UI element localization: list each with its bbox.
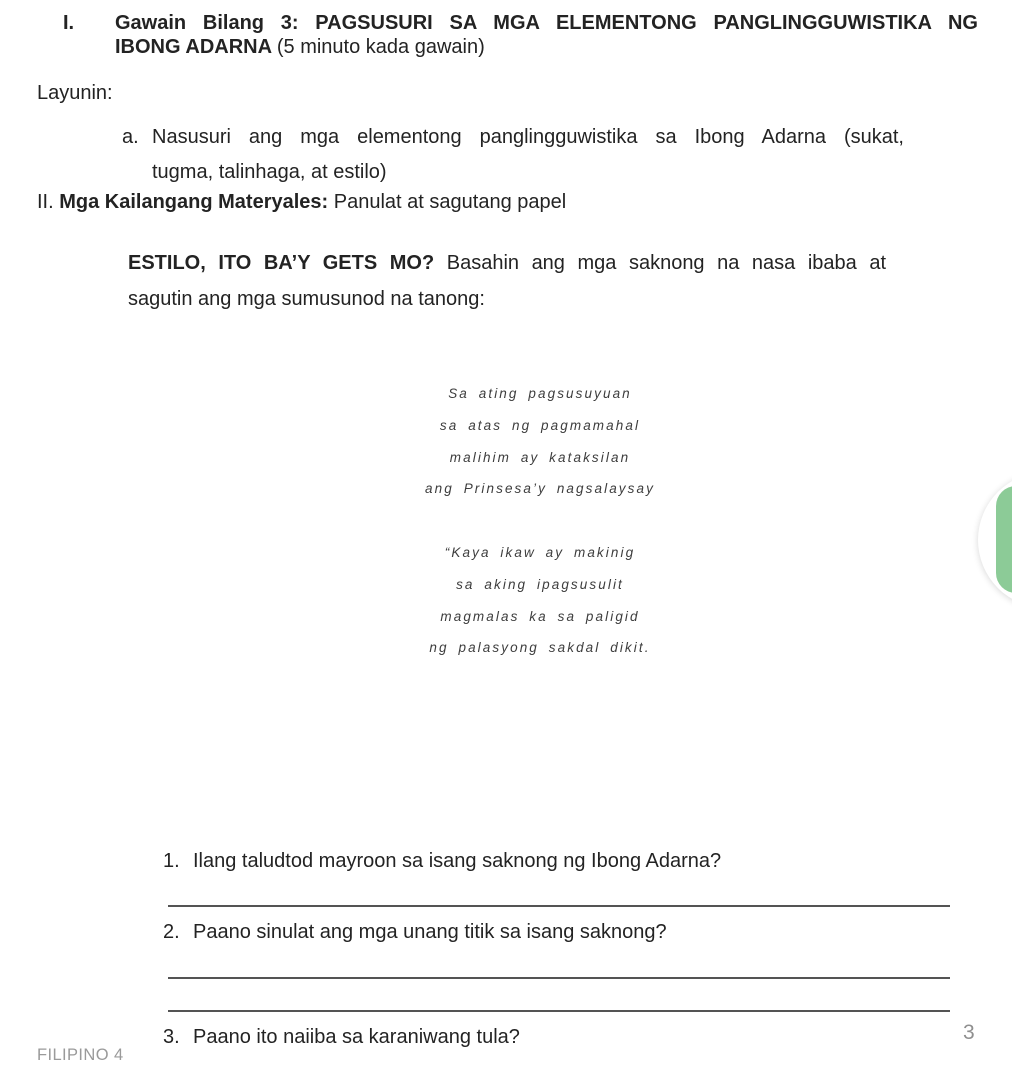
section-1-heading [63, 11, 978, 59]
answer-line [168, 977, 950, 979]
poem-line: ng palasyong sakdal dikit. [429, 640, 651, 656]
answer-line [168, 905, 950, 907]
footer-label: FILIPINO 4 [37, 1046, 124, 1064]
poem-line: Sa ating pagsusuyuan [448, 386, 632, 401]
question-2-number: 2. [163, 921, 180, 943]
section-1-title-line2-normal: (5 minuto kada gawain) [276, 36, 485, 58]
page-number: 3 [963, 1021, 975, 1044]
poem-line: ang Prinsesa’y nagsalaysay [425, 481, 655, 497]
section-2-materials [37, 190, 566, 214]
floating-side-handle-button[interactable] [996, 486, 1012, 593]
question-3 [163, 1025, 520, 1049]
question-1-text: Ilang taludtod mayroon sa isang saknong ng Ibong Adarna? [193, 850, 722, 872]
poem-line: magmalas ka sa paligid [440, 608, 640, 624]
question-2-text: Paano sinulat ang mga unang titik sa isang saknong? [193, 921, 667, 943]
section-1-title-line1: Gawain Bilang 3: PAGSUSURI SA MGA ELEMENTONG PANGLINGGUWISTIKA NG [115, 12, 978, 34]
question-2 [163, 920, 667, 944]
section-2-numeral: II. [37, 191, 54, 213]
section-1-title [115, 11, 978, 59]
activity-intro-line1 [128, 245, 886, 281]
activity-intro [128, 245, 886, 317]
section-1-title-line2-bold: IBONG ADARNA [115, 36, 272, 58]
poem-stanza-2 [206, 537, 874, 664]
section-2-text: Panulat at sagutang papel [333, 191, 567, 213]
activity-instruction-line1: Basahin ang mga saknong na nasa ibaba at [446, 252, 886, 274]
layunin-label: Layunin: [37, 82, 113, 104]
objective-item-line2: tugma, talinhaga, at estilo) [152, 161, 387, 183]
objective-item-letter: a. [122, 126, 139, 148]
objective-item-line1: Nasusuri ang mga elementong panglingguwistika sa Ibong Adarna (sukat, [152, 126, 904, 148]
objective-item-a [122, 120, 904, 190]
poem-line: sa aking ipagsusulit [456, 576, 624, 592]
poem-line: malihim ay kataksilan [449, 449, 631, 465]
question-1 [163, 849, 721, 873]
section-1-numeral: I. [63, 12, 75, 34]
answer-line [168, 1010, 950, 1012]
poem-stanza-1 [206, 378, 874, 505]
poem-line: sa atas ng pagmamahal [439, 417, 641, 433]
section-2-label: Mga Kailangang Materyales: [59, 191, 329, 213]
poem-line: “Kaya ikaw ay makinig [444, 545, 636, 560]
section-1-title-line2 [115, 35, 978, 59]
activity-instruction-line2: sagutin ang mga sumusunod na tanong: [128, 288, 485, 310]
question-3-number: 3. [163, 1026, 180, 1048]
activity-title: ESTILO, ITO BA’Y GETS MO? [128, 252, 435, 274]
objective-item-text [152, 120, 904, 190]
question-3-text: Paano ito naiiba sa karaniwang tula? [193, 1026, 520, 1048]
question-1-number: 1. [163, 850, 180, 872]
